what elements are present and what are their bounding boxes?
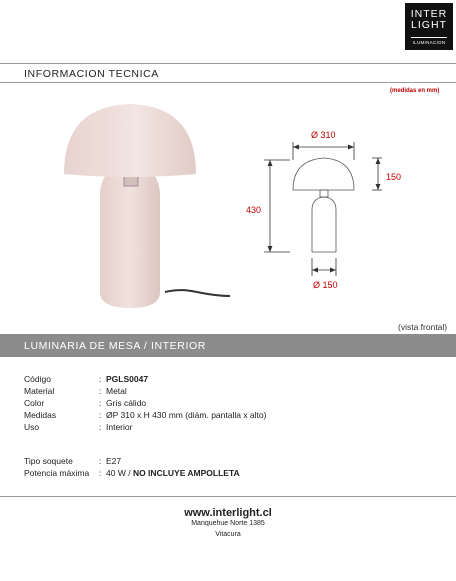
- spec-value: E27: [106, 456, 122, 466]
- logo-line1: INTER: [410, 8, 448, 20]
- spec-list: [24, 373, 266, 433]
- product-banner: [0, 334, 456, 357]
- divider-footer: [0, 496, 456, 497]
- spec-label: Potencia máxima: [24, 468, 90, 478]
- units-note: (medidas en mm): [390, 88, 440, 94]
- address-line2: Vitacura: [215, 531, 241, 538]
- spec-label: Tipo soquete: [24, 456, 73, 466]
- dim-base-diameter: Ø 150: [313, 280, 338, 290]
- spec-label: Uso: [24, 422, 40, 432]
- spec-row: Material : Metal: [24, 386, 127, 396]
- spec-value: PGLS0047: [106, 374, 149, 384]
- website-link[interactable]: www.interlight.cl: [184, 507, 272, 519]
- spec-row: Tipo soquete : E27: [24, 456, 122, 466]
- spec-label: Color: [24, 398, 45, 408]
- dim-shade-height: 150: [386, 172, 402, 182]
- section-title: INFORMACION TECNICA: [24, 68, 159, 80]
- spec-value: Metal: [106, 386, 127, 396]
- spec-value: Interior: [106, 422, 133, 432]
- spec-value: ØP 310 x H 430 mm (diám. pantalla x alto): [106, 410, 267, 420]
- spec-value-warning: NO INCLUYE AMPOLLETA: [132, 468, 240, 478]
- product-banner-text: LUMINARIA DE MESA / INTERIOR: [24, 340, 206, 352]
- spec-value: 40 W /: [106, 468, 133, 478]
- spec-row: Color : Gris cálido: [24, 398, 147, 408]
- address-line1: Manquehue Norte 1385: [191, 520, 265, 527]
- divider-top: [0, 63, 456, 64]
- view-note: (vista frontal): [398, 322, 448, 332]
- spec-row: Medidas : ØP 310 x H 430 mm (diám. pantalla x alto): [24, 410, 267, 420]
- lamp-photo: [0, 96, 230, 316]
- spec-value: Gris cálido: [106, 398, 147, 408]
- technical-drawing: [240, 120, 450, 295]
- spec-label: Código: [24, 374, 51, 384]
- brand-logo: [405, 3, 453, 50]
- divider-title: [0, 82, 456, 83]
- spec-row: Código : PGLS0047: [24, 374, 149, 384]
- dim-shade-diameter: Ø 310: [311, 130, 336, 140]
- spec-label: Material: [24, 386, 55, 396]
- spec-label: Medidas: [24, 410, 57, 420]
- logo-tagline: ILUMINACION: [411, 37, 447, 45]
- spec-list-electrical: [24, 455, 240, 479]
- logo-line2: LIGHT: [411, 19, 447, 31]
- spec-row: Potencia máxima : 40 W / NO INCLUYE AMPOLLETA: [24, 468, 240, 478]
- spec-row: Uso : Interior: [24, 422, 133, 432]
- dim-total-height: 430: [246, 205, 262, 215]
